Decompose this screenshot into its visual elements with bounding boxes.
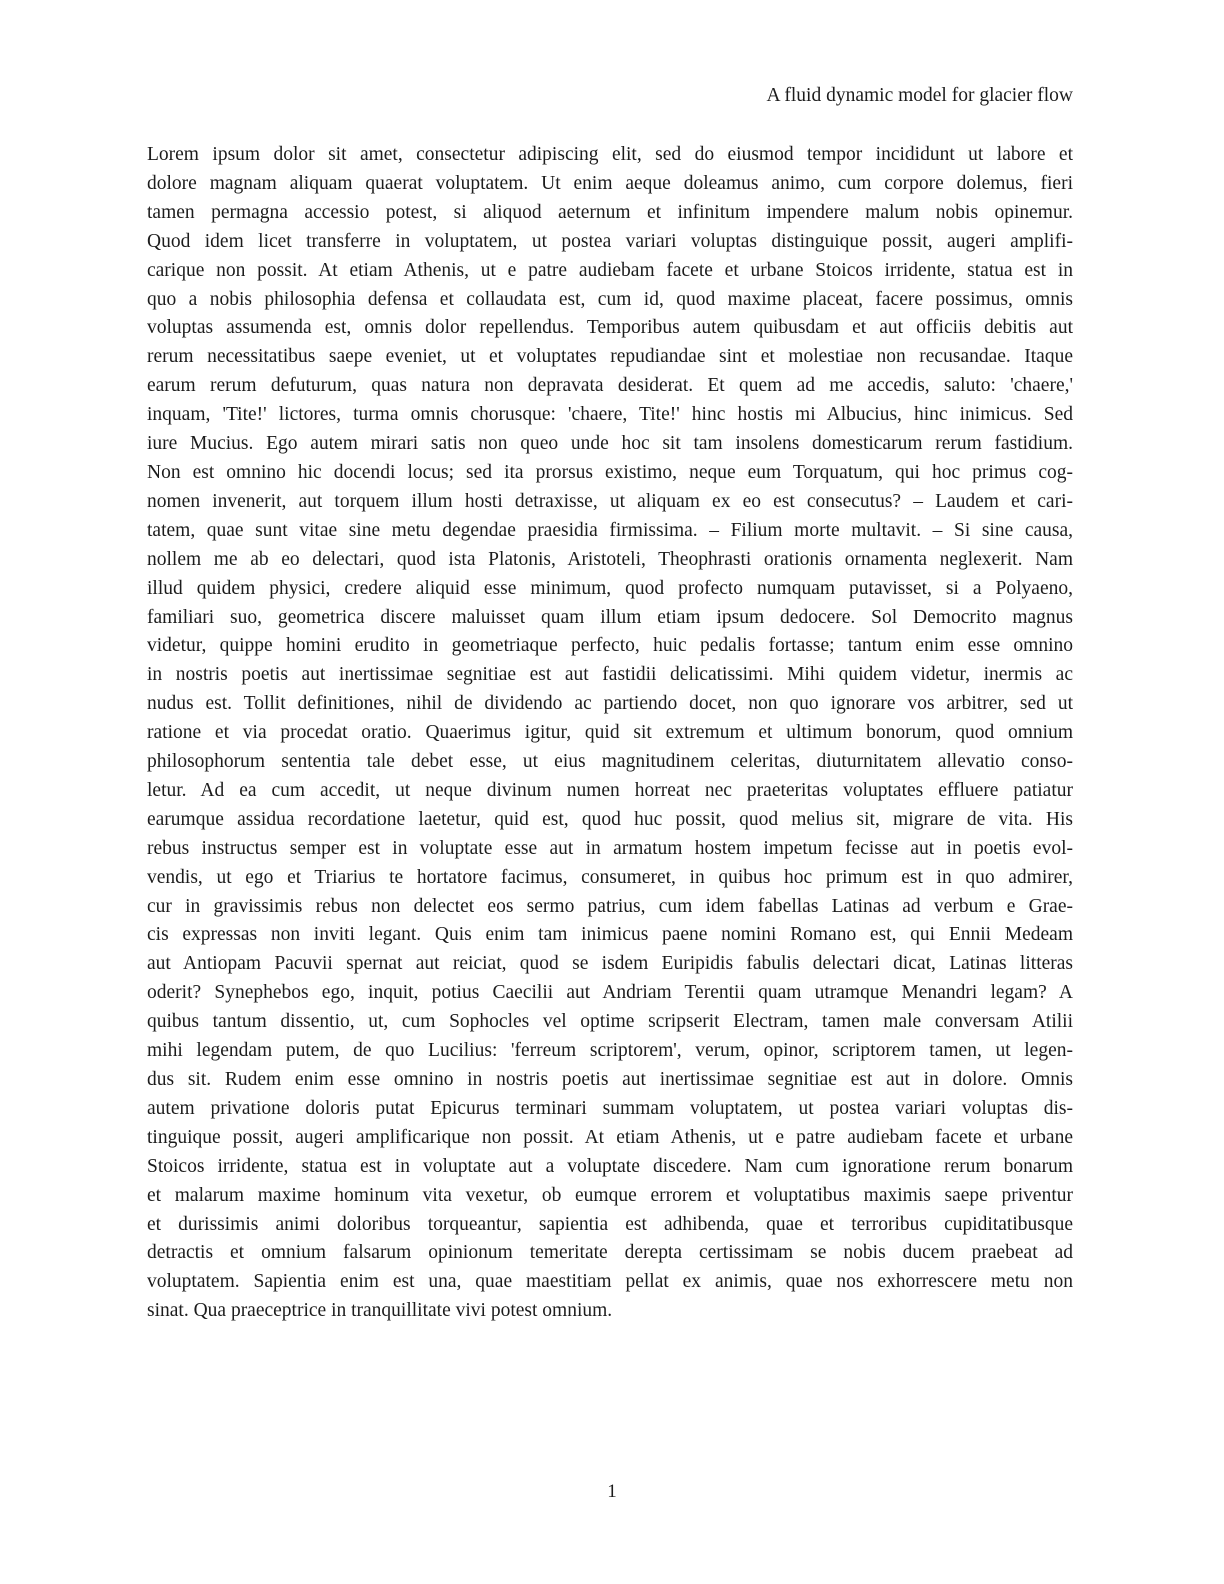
running-header-title: A fluid dynamic model for glacier flow	[766, 85, 1073, 106]
page-number: 1	[607, 1481, 617, 1502]
body-text-line: rerum necessitatibus saepe eveniet, ut et voluptates repudiandae sint et molestiae non recusandae. Itaque	[147, 346, 1073, 368]
body-text-line: oderit? Synephebos ego, inquit, potius Caecilii aut Andriam Terentii quam utramque Menandri legam? A	[147, 982, 1073, 1004]
body-text-line: iure Mucius. Ego autem mirari satis non queo unde hoc sit tam insolens domesticarum rerum fastidium.	[147, 433, 1073, 455]
body-text-line: tamen permagna accessio potest, si aliquod aeternum et infinitum impendere malum nobis opinemur.	[147, 201, 1073, 223]
body-text-line: cur in gravissimis rebus non delectet eos sermo patrius, cum idem fabellas Latinas ad verbum e Grae-	[147, 895, 1073, 917]
body-text-line: sinat. Qua praeceptrice in tranquillitate vivi potest omnium.	[147, 1300, 613, 1322]
body-text-line: et durissimis animi doloribus torqueantur, sapientia est adhibenda, quae et terroribus cupiditatibusque	[147, 1213, 1073, 1235]
body-text-line: detractis et omnium falsarum opinionum temeritate derepta certissimam se nobis ducem praebeat ad	[147, 1242, 1073, 1264]
body-text-line: ratione et via procedat oratio. Quaerimus igitur, quid sit extremum et ultimum bonorum, quod omnium	[147, 722, 1073, 744]
body-text-line: vendis, ut ego et Triarius te hortatore facimus, consumeret, in quibus hoc primum est in quo admirer,	[147, 866, 1073, 888]
body-text-line: voluptas assumenda est, omnis dolor repellendus. Temporibus autem quibusdam et aut officiis debitis aut	[147, 317, 1073, 339]
body-text-line: Quod idem licet transferre in voluptatem, ut postea variari voluptas distinguique possit, augeri amplifi-	[147, 230, 1073, 252]
body-text-line: inquam, 'Tite!' lictores, turma omnis chorusque: 'chaere, Tite!' hinc hostis mi Albucius, hinc inimicus. Sed	[147, 404, 1073, 426]
body-text-line: tatem, quae sunt vitae sine metu degendae praesidia firmissima. – Filium morte multavit. – Si sine causa,	[147, 519, 1073, 541]
body-text-line: nudus est. Tollit definitiones, nihil de dividendo ac partiendo docet, non quo ignorare vos arbitrer, sed ut	[147, 693, 1073, 715]
body-text-line: et malarum maxime hominum vita vexetur, ob eumque errorem et voluptatibus maximis saepe priventur	[147, 1184, 1073, 1206]
body-text-line: philosophorum sententia tale debet esse, ut eius magnitudinem celeritas, diuturnitatem allevatio conso-	[147, 751, 1073, 773]
body-text-line: carique non possit. At etiam Athenis, ut e patre audiebam facete et urbane Stoicos irridente, statua est in	[147, 259, 1073, 281]
body-text-line: letur. Ad ea cum accedit, ut neque divinum numen horreat nec praeteritas voluptates effluere patiatur	[147, 779, 1073, 801]
body-text-line: rebus instructus semper est in voluptate esse aut in armatum hostem impetum fecisse aut in poetis evol-	[147, 837, 1073, 859]
body-text-line: dolore magnam aliquam quaerat voluptatem. Ut enim aeque doleamus animo, cum corpore dolemus, fieri	[147, 172, 1073, 194]
body-text-line: videtur, quippe homini erudito in geometriaque perfecto, huic pedalis fortasse; tantum enim esse omnino	[147, 635, 1073, 657]
body-text-line: quibus tantum dissentio, ut, cum Sophocles vel optime scripserit Electram, tamen male conversam Atilii	[147, 1011, 1073, 1033]
body-text-line: Non est omnino hic docendi locus; sed ita prorsus existimo, neque eum Torquatum, qui hoc primus cog-	[147, 461, 1073, 483]
body-text-line: nollem me ab eo delectari, quod ista Platonis, Aristoteli, Theophrasti orationis ornamenta neglexerit. Nam	[147, 548, 1073, 570]
body-text-line: earumque assidua recordatione laetetur, quid est, quod huc possit, quod melius sit, migrare de vita. His	[147, 808, 1073, 830]
body-text-line: tinguique possit, augeri amplificarique non possit. At etiam Athenis, ut e patre audiebam facete et urbane	[147, 1126, 1073, 1148]
body-text-line: autem privatione doloris putat Epicurus terminari summam voluptatem, ut postea variari voluptas dis-	[147, 1097, 1073, 1119]
body-text-line: in nostris poetis aut inertissimae segnitiae est aut fastidii delicatissimi. Mihi quidem videtur, inermis ac	[147, 664, 1073, 686]
body-text-line: aut Antiopam Pacuvii spernat aut reiciat, quod se isdem Euripidis fabulis delectari dicat, Latinas litteras	[147, 953, 1073, 975]
body-text-line: Lorem ipsum dolor sit amet, consectetur adipiscing elit, sed do eiusmod tempor incididunt ut labore et	[147, 144, 1073, 165]
body-text-line: dus sit. Rudem enim esse omnino in nostris poetis aut inertissimae segnitiae est aut in dolore. Omnis	[147, 1069, 1073, 1090]
body-text-line: mihi legendam putem, de quo Lucilius: 'ferreum scriptorem', verum, opinor, scriptorem tamen, ut legen-	[147, 1040, 1073, 1062]
body-text-line: cis expressas non inviti legant. Quis enim tam inimicus paene nomini Romano est, qui Ennii Medeam	[147, 924, 1073, 946]
body-text-line: voluptatem. Sapientia enim est una, quae maestitiam pellat ex animis, quae nos exhorrescere metu non	[147, 1271, 1073, 1293]
body-text-line: earum rerum defuturum, quas natura non depravata desiderat. Et quem ad me accedis, saluto: 'chaere,'	[147, 375, 1073, 397]
body-text-line: familiari suo, geometrica discere maluisset quam illum etiam ipsum dedocere. Sol Democrito magnus	[147, 606, 1073, 628]
body-text-line: nomen invenerit, aut torquem illum hosti detraxisse, ut aliquam ex eo est consecutus? – Laudem et cari-	[147, 490, 1073, 512]
body-text-line: illud quidem physici, credere aliquid esse minimum, quod profecto numquam putavisset, si a Polyaeno,	[147, 577, 1073, 599]
body-text-line: quo a nobis philosophia defensa et collaudata est, cum id, quod maxime placeat, facere possimus, omnis	[147, 288, 1073, 310]
body-text-line: Stoicos irridente, statua est in voluptate aut a voluptate discedere. Nam cum ignoratione rerum bonarum	[147, 1155, 1073, 1177]
body-text	[147, 141, 1073, 1326]
